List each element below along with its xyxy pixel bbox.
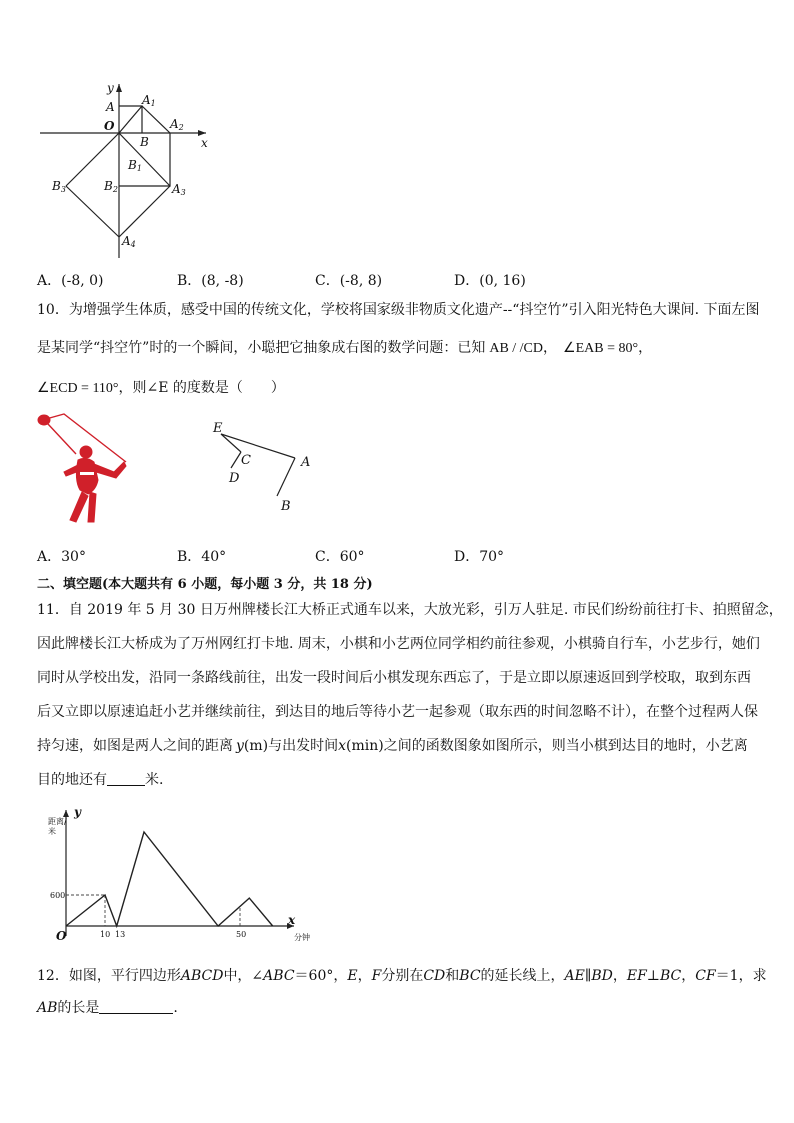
q11-x-label-cn: 分钟 — [294, 933, 310, 942]
q10-label-E: E — [213, 421, 223, 436]
q9-y-label: y — [107, 81, 114, 95]
q10-choice-c[interactable]: C．60° — [315, 549, 365, 565]
q11-tick-600: 600 — [50, 891, 66, 900]
q11-y-label-cn-1: 距离/ — [48, 817, 67, 826]
q11-line-1: 11．自 2019 年 5 月 30 日万州牌楼长江大桥正式通车以来，大放光彩，引万人驻足. 市民们纷纷前往打卡、拍照留念， — [37, 602, 783, 618]
q11-distance-time-graph — [44, 800, 324, 950]
q10-line-1: 10．为增强学生体质，感受中国的传统文化，学校将国家级非物质文化遗产--“抖空竹”引入阳光特色大课间. 下面左图 — [37, 302, 760, 318]
q11-x-label: x — [288, 913, 296, 927]
q10-label-C: C — [241, 453, 251, 468]
q11-tick-13: 13 — [115, 930, 126, 939]
q9-label-A1: A1 — [142, 93, 156, 108]
q11-series-line — [66, 832, 273, 926]
q9-choice-c[interactable]: C．(-8, 8) — [315, 273, 383, 289]
q9-label-A2: A2 — [170, 117, 184, 132]
q9-coordinate-figure — [36, 78, 216, 260]
q11-tick-10: 10 — [100, 930, 111, 939]
q12-line-2: AB的长是 . — [37, 1000, 178, 1016]
q11-tick-50: 50 — [236, 930, 247, 939]
q9-label-B1: B1 — [128, 158, 142, 173]
q11-line-2: 因此牌楼长江大桥成为了万州网红打卡地. 周末，小棋和小艺两位同学相约前往参观，小棋骑自行车，小艺步行，她们 — [37, 636, 760, 652]
q10-line-2: 是某同学“抖空竹”时的一个瞬间，小聪把它抽象成右图的数学问题：已知 AB / /CD， ∠EAB = 80°， — [37, 340, 653, 356]
q9-label-A3: A3 — [172, 182, 186, 197]
q10-choice-a[interactable]: A．30° — [37, 549, 86, 565]
q10-line-3: ∠ECD = 110°，则∠E 的度数是（ ） — [37, 380, 285, 396]
q12-line-1: 12．如图，平行四边形ABCD中，∠ABC＝60°，E，F分别在CD和BC的延长线上，AE∥BD，EF⊥BC，CF＝1，求 — [37, 968, 767, 984]
q11-line-5: 持匀速，如图是两人之间的距离 y(m)与出发时间x(min)之间的函数图象如图所示，则当小棋到达目的地时，小艺离 — [37, 738, 748, 754]
q12-answer-blank[interactable] — [99, 999, 173, 1014]
q11-line-3: 同时从学校出发，沿同一条路线前往，出发一段时间后小棋发现东西忘了，于是立即以原速返回到学校取，取到东西 — [37, 670, 751, 686]
q9-label-A4: A4 — [122, 234, 136, 249]
q9-choice-a[interactable]: A．(-8, 0) — [37, 273, 104, 289]
q9-x-label: x — [201, 136, 208, 150]
q9-label-A: A — [106, 100, 115, 114]
q10-diabolo-picture — [36, 410, 132, 530]
q11-answer-blank[interactable] — [107, 771, 145, 786]
q10-label-A: A — [301, 455, 311, 470]
q10-label-B: B — [281, 499, 291, 514]
q10-choice-b[interactable]: B．40° — [177, 549, 227, 565]
q10-geometry-figure — [205, 418, 325, 518]
q11-y-label-cn-2: 米 — [48, 827, 56, 836]
q11-y-label: y — [74, 805, 81, 819]
q9-label-B: B — [140, 135, 149, 149]
q11-line-4: 后又立即以原速追赶小艺并继续前往，到达目的地后等待小艺一起参观（取东西的时间忽略不计），在整个过程两人保 — [37, 704, 758, 720]
q9-choice-b[interactable]: B．(8, -8) — [177, 273, 244, 289]
q10-label-D: D — [229, 471, 240, 486]
q10-choice-d[interactable]: D．70° — [454, 549, 505, 565]
q11-line-6: 目的地还有 米. — [37, 772, 164, 788]
q9-origin-label: O — [104, 119, 115, 133]
q9-label-B3: B3 — [52, 179, 66, 194]
q11-origin-label: O — [56, 929, 67, 943]
q9-choice-d[interactable]: D．(0, 16) — [454, 273, 526, 289]
section-2-heading: 二、填空题(本大题共有 6 小题，每小题 3 分，共 18 分) — [37, 577, 373, 592]
q9-label-B2: B2 — [104, 179, 118, 194]
